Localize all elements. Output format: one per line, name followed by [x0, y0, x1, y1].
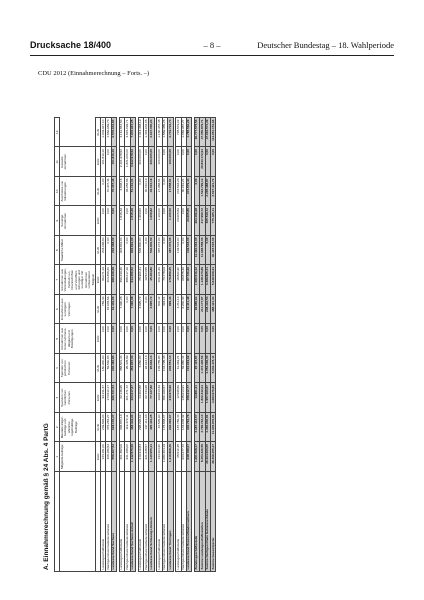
column-number: 10	[55, 177, 60, 207]
row-value: 0,00	[162, 324, 167, 354]
row-value: 0,00	[176, 324, 181, 354]
row-value: 0,00	[138, 177, 143, 207]
row-value: 106.121,26	[157, 265, 162, 295]
row-value: 1.589.385,26	[162, 118, 167, 148]
row-value: 119.472,11	[125, 413, 130, 443]
row-value: 240.460,83	[111, 354, 116, 384]
row-value: 0,00	[111, 206, 116, 236]
row-value: 0,00	[106, 236, 111, 266]
row-value: 197.111,63	[144, 413, 149, 443]
row-value: 1.566.689,73	[106, 118, 111, 148]
row-value: 244.518,23	[176, 177, 181, 207]
row-value: 211.177,87	[200, 295, 205, 325]
row-value: 1.609,82	[149, 206, 154, 236]
row-value: 1.130.337,48	[157, 118, 162, 148]
page-number: – 8 –	[203, 40, 221, 50]
row-value: 0,00	[125, 324, 130, 354]
row-label: Summe Nachgeordnete Gebietsverbände	[205, 472, 210, 572]
row-value: 3.895,72	[149, 295, 154, 325]
row-value: 0,00	[144, 206, 149, 236]
row-value: 73.778,09	[162, 265, 167, 295]
row-value: 0,00	[181, 324, 186, 354]
row-value: 25.960,31	[138, 265, 143, 295]
row-value: 14.394.003,00	[194, 236, 199, 266]
row-value: 30.061,21	[181, 177, 186, 207]
row-value: 0,00	[194, 324, 199, 354]
row-value: 95.662,13	[149, 354, 154, 384]
row-value: 4.360.900,81	[205, 413, 210, 443]
row-value: 17.958,81	[168, 177, 173, 207]
row-value: 775.405,11	[211, 206, 216, 236]
row-value: 0,00	[106, 147, 111, 177]
row-label: Nachgeordnete Gebietsverbände	[106, 472, 111, 572]
row-value: 294.196,28	[194, 206, 199, 236]
row-value: 7.390,08	[119, 295, 124, 325]
column-title: Spenden von juristischen Personen	[60, 354, 96, 384]
row-value: 488.421,04	[211, 295, 216, 325]
row-value: 11.668.558,00	[200, 236, 205, 266]
column-title: Spenden von natürlichen Personen	[60, 383, 96, 413]
row-value: 648.788,07	[186, 442, 191, 472]
document-number: Drucksache 18/400	[30, 40, 112, 50]
row-value: 4.161.867,54	[119, 118, 124, 148]
column-number: 5	[55, 324, 60, 354]
row-value: 0,00	[162, 236, 167, 266]
column-title: Einnahmen aus Unter-nehmens-tätigkeit und Beteiligungen	[60, 324, 96, 354]
column-title: Einnahmen aus Veranstaltungen, Vertrieb von Druckschriften und Veröffent-lichungen und sonstiger mit Einnahmen verbundener Tätigkeit	[60, 265, 96, 295]
row-value: 67.545,60	[157, 413, 162, 443]
column-unit: EUR	[95, 383, 100, 413]
rotated-content	[42, 92, 394, 578]
row-value: 728.579,02	[176, 118, 181, 148]
row-value: 203.068,00	[101, 236, 106, 266]
row-value: 2.719.722,74	[168, 118, 173, 148]
row-value: 495.404,25	[149, 413, 154, 443]
row-value: 1.082.404,19	[162, 442, 167, 472]
row-value: 0,00	[125, 295, 130, 325]
row-label: Landesverband Bremen/Niedersachsen	[186, 472, 191, 572]
row-value: 86.071,19	[101, 265, 106, 295]
row-value: 4.693.976,80	[211, 383, 216, 413]
column-number: 4	[55, 354, 60, 384]
row-value: 101.816,10	[101, 147, 106, 177]
row-value: 644.456,52	[130, 265, 135, 295]
row-value: 203.068,00	[111, 236, 116, 266]
row-value: 378.283,27	[106, 413, 111, 443]
row-value: 0,00	[138, 324, 143, 354]
row-value: 249.551,13	[168, 354, 173, 384]
column-title: Sonstige Einnahmen	[60, 206, 96, 236]
row-value: 0,00	[144, 295, 149, 325]
row-value: 0,00	[211, 324, 216, 354]
row-value: 423.617,67	[130, 383, 135, 413]
row-value: 0,00	[101, 177, 106, 207]
row-value: 0,00	[186, 324, 191, 354]
row-value: 0,00	[162, 147, 167, 177]
row-value: 23.605,89	[176, 206, 181, 236]
row-value: 149.518,00	[186, 236, 191, 266]
row-value: 559.367,53	[111, 442, 116, 472]
table-total-row	[211, 118, 216, 572]
row-value: 51.131,01	[130, 177, 135, 207]
row-value: 68.875,36	[181, 265, 186, 295]
row-label: Nachgeordnete Gebietsverbände	[162, 472, 167, 572]
row-value: 0,00	[162, 177, 167, 207]
row-value: 70.307,46	[106, 177, 111, 207]
row-value: 3.050,00	[138, 354, 143, 384]
row-value: 145.613,91	[181, 383, 186, 413]
row-value: 921.638,57	[144, 442, 149, 472]
row-label: Landesgeschäftsstelle	[119, 472, 124, 572]
row-value: 6.200,34	[181, 295, 186, 325]
row-value: 13.881,31	[194, 383, 199, 413]
row-value: 623.277,72	[181, 442, 186, 472]
row-label: Landesgeschäftsstelle	[138, 472, 143, 572]
row-label: Landesgeschäftsstelle	[101, 472, 106, 572]
row-value: 618.176,27	[111, 413, 116, 443]
row-value: 40.415.515,00	[211, 236, 216, 266]
row-value: 786,44	[101, 295, 106, 325]
row-value: 47.604.574,39	[205, 118, 210, 148]
row-label: Landesgeschäftsstelle	[157, 472, 162, 572]
row-value: 0,00	[101, 324, 106, 354]
row-value: 201.382,06	[119, 442, 124, 472]
row-value: 17.958,81	[157, 177, 162, 207]
row-value: 489.429,39	[111, 265, 116, 295]
row-value: 219.316,84	[138, 442, 143, 472]
row-value: 18.860,90	[176, 265, 181, 295]
row-value: 4.211,14	[176, 295, 181, 325]
row-value: 546.840,00	[138, 236, 143, 266]
column-title: Zuschüsse von Gliederungen	[60, 177, 96, 207]
row-value: 0,00	[205, 236, 210, 266]
row-value: 158.212,77	[186, 383, 191, 413]
row-value: 200.000,00	[149, 147, 154, 177]
page-header	[30, 40, 394, 54]
row-label: Nachgeordnete Gebietsverbände	[144, 472, 149, 572]
row-value: 1.009.927,10	[101, 118, 106, 148]
row-label: Nachgeordnete Gebietsverbände	[181, 472, 186, 572]
row-value: 134.181,00	[101, 442, 106, 472]
row-value: 0,00	[186, 147, 191, 177]
row-value: 319.979,96	[168, 383, 173, 413]
row-value: 11.345.976,81	[211, 413, 216, 443]
row-value: 0,00	[106, 324, 111, 354]
row-value: 8.453.226,59	[200, 442, 205, 472]
row-value: 0,00	[200, 324, 205, 354]
row-value: 1.100,00	[168, 206, 173, 236]
row-value: 0,00	[149, 324, 154, 354]
row-value: 134.464,20	[157, 442, 162, 472]
row-value: 20.777.575,56	[194, 118, 199, 148]
column-unit: EUR	[95, 236, 100, 266]
row-value: 173.510,17	[106, 383, 111, 413]
row-value: 93.211,37	[101, 383, 106, 413]
publication-title: Deutscher Bundestag – 18. Wahlperiode	[257, 40, 394, 50]
row-value: 903.816,00	[119, 236, 124, 266]
column-number: 3	[55, 383, 60, 413]
row-value: 87.736,26	[186, 265, 191, 295]
row-value: 0,00	[205, 147, 210, 177]
row-label: Landesverband Thüringen	[168, 472, 173, 572]
row-value: 100.000,00	[168, 147, 173, 177]
row-value: 2.576.616,83	[111, 118, 116, 148]
row-value: 0,00	[144, 324, 149, 354]
row-value: 248.416,53	[205, 295, 210, 325]
row-value: 0,00	[181, 147, 186, 177]
column-title	[60, 472, 96, 572]
row-value: 178.848,07	[162, 413, 167, 443]
row-value: 45.484,86	[149, 265, 154, 295]
column-number: 8	[55, 236, 60, 266]
row-value: 1.515,39	[119, 206, 124, 236]
row-value: 468.342,24	[130, 413, 135, 443]
row-value: 348.870,13	[119, 413, 124, 443]
row-value: 47.050.879,71	[200, 118, 205, 148]
row-value: 7.390,08	[130, 295, 135, 325]
row-value: 10.411,48	[186, 295, 191, 325]
page-subtitle: CDU 2012 (Einnahmerechnung – Forts. –)	[38, 70, 150, 77]
row-value: 19.524,55	[144, 265, 149, 295]
row-value: 1.056.987,27	[181, 118, 186, 148]
row-value: 4.052.006,00	[205, 354, 210, 384]
row-value: 169.813,39	[157, 383, 162, 413]
row-value: 70.307,46	[111, 177, 116, 207]
row-value: 453.907,33	[130, 354, 135, 384]
row-label: Landesgeschäftsstelle	[176, 472, 181, 572]
row-value: 1.140.955,41	[149, 442, 154, 472]
row-value: 149.518,00	[176, 236, 181, 266]
row-value: 298.292,62	[138, 413, 143, 443]
row-value: 0,00	[144, 236, 149, 266]
row-value: 1.822.342,64	[200, 383, 205, 413]
row-value: 1.691.568,47	[194, 442, 199, 472]
row-value: 3.922.978,52	[130, 147, 135, 177]
row-value: 40.010,19	[149, 177, 154, 207]
row-value: 3.895,72	[138, 295, 143, 325]
row-value: 62.734,98	[144, 383, 149, 413]
row-value: 1.785.566,29	[186, 118, 191, 148]
row-value: 23.605,89	[186, 206, 191, 236]
row-value: 3.799.763,13	[200, 413, 205, 443]
row-value: 14.402,88	[138, 383, 143, 413]
column-unit: EUR	[95, 442, 100, 472]
row-value: 3.527.421,72	[211, 177, 216, 207]
row-value: 239.893,00	[101, 413, 106, 443]
rotated-table-area	[42, 92, 394, 578]
row-value: 330.794,76	[186, 413, 191, 443]
row-value: 3.815.099,71	[125, 118, 130, 148]
column-unit: EUR	[95, 324, 100, 354]
row-value: 393,01	[162, 295, 167, 325]
row-value: 256.239,36	[119, 265, 124, 295]
row-value: 2.205.488,87	[205, 177, 210, 207]
row-value: 0,00	[111, 324, 116, 354]
document-number-value: 400	[96, 40, 112, 50]
row-value: 1.609,82	[138, 206, 143, 236]
row-label: Landesverband Schleswig-Holstein	[149, 472, 154, 572]
row-value: 187.786,44	[176, 413, 181, 443]
row-value: 1.138.470,89	[200, 265, 205, 295]
row-value: 506,42	[157, 295, 162, 325]
row-value: 29.264.060,65	[205, 442, 210, 472]
row-value: 145.755,80	[157, 354, 162, 384]
row-value: 1.821.000,00	[125, 147, 130, 177]
row-value: 401.471,72	[125, 383, 130, 413]
row-value: 15.645,56	[106, 295, 111, 325]
row-value: 274.579,44	[186, 177, 191, 207]
row-value: 0,00	[181, 206, 186, 236]
column-title: Gesamt-einnahmen	[60, 147, 96, 177]
column-number: 6	[55, 295, 60, 325]
row-value: 114.651.151,66	[211, 118, 216, 148]
row-value: 12.598,86	[176, 383, 181, 413]
row-label: Landesverband Sachsen	[111, 472, 116, 572]
row-label: Bundesgeschäftsstelle	[194, 472, 199, 572]
row-value: 1.142.570,06	[130, 442, 135, 472]
row-value: 3.389.865,41	[205, 265, 210, 295]
row-value: 1.473.400,56	[200, 354, 205, 384]
row-value: 3.187.413,57	[194, 413, 199, 443]
row-value: 92.612,13	[144, 354, 149, 384]
row-value: 5.604.476,11	[211, 354, 216, 384]
row-value: 317.999,72	[200, 206, 205, 236]
row-label: Landesverband Sachsen-Anhalt	[130, 472, 135, 572]
row-value: 266.721,54	[111, 383, 116, 413]
row-value: 0,00	[211, 147, 216, 177]
row-value: 387.072,00	[168, 236, 173, 266]
row-value: 0,00	[205, 324, 210, 354]
row-value: 2.848,15	[119, 177, 124, 207]
column-unit: EUR	[95, 295, 100, 325]
row-value: 150.900,00	[101, 354, 106, 384]
column-unit: EUR	[95, 147, 100, 177]
row-value: 1.313.368,19	[138, 118, 143, 148]
row-value: 1.333.632,05	[144, 118, 149, 148]
row-value: 77.137,86	[149, 383, 154, 413]
row-value: 20.843.172,94	[200, 147, 205, 177]
column-unit: EUR	[95, 206, 100, 236]
column-number: 1	[55, 442, 60, 472]
row-value: 246.393,67	[168, 413, 173, 443]
row-value: 0,00	[119, 324, 124, 354]
row-value: 388.217,16	[125, 265, 130, 295]
row-value: 61.969,21	[176, 354, 181, 384]
row-value: 425.186,53	[106, 442, 111, 472]
row-value: 5.649.009,34	[211, 265, 216, 295]
header-rule	[30, 55, 394, 56]
row-value: 1.957.060,87	[205, 383, 210, 413]
row-value: 100.000,00	[157, 147, 162, 177]
column-unit: EUR	[95, 354, 100, 384]
header-row-titles	[60, 118, 96, 572]
row-value: 546.840,00	[149, 236, 154, 266]
row-value: 89.560,83	[106, 354, 111, 384]
column-title: Mitglieds-beiträge	[60, 442, 96, 472]
row-value: 200.000,00	[138, 147, 143, 177]
column-number: 2	[55, 413, 60, 443]
section-title: A. Einnahmerechnung gemäß § 24 Abs. 4 PartG	[43, 423, 50, 570]
row-value: 0,00	[176, 147, 181, 177]
income-table	[54, 117, 216, 572]
row-value: 941.188,00	[125, 442, 130, 472]
row-value: 2.101.978,52	[119, 147, 124, 177]
column-unit: EUR	[95, 177, 100, 207]
row-value: 39.309.455,47	[211, 442, 216, 472]
row-value: 48.282,86	[125, 177, 130, 207]
row-value: 0,00	[125, 236, 130, 266]
row-value: 0,00	[130, 324, 135, 354]
row-value: 101.816,10	[111, 147, 116, 177]
column-title: Einnahmen aus sonstigem Vermögen	[60, 295, 96, 325]
row-value: 0,00	[106, 206, 111, 236]
column-title: Mandats-träger-beiträge und ähnliche regelmäßige Beiträge	[60, 413, 96, 443]
row-value: 150.166,57	[162, 383, 167, 413]
row-value: 101.919,62	[186, 354, 191, 384]
row-value: 143.008,32	[181, 413, 186, 443]
row-value: 7.976.967,25	[130, 118, 135, 148]
row-value: 0,00	[181, 236, 186, 266]
table-body	[101, 118, 216, 572]
row-value: 87.115,87	[194, 354, 199, 384]
column-title: Staatliche Mittel	[60, 236, 96, 266]
row-value: 25.510,35	[176, 442, 181, 472]
column-unit: EUR	[95, 413, 100, 443]
column-number: 7	[55, 265, 60, 295]
column-number: 9	[55, 206, 60, 236]
column-unit: EUR	[95, 265, 100, 295]
row-value: 0,00	[162, 206, 167, 236]
row-value: 1.080.516,42	[194, 265, 199, 295]
row-value: 899,43	[168, 295, 173, 325]
row-value: 103.795,33	[162, 354, 167, 384]
column-number: 11	[55, 147, 60, 177]
row-value: 903.816,00	[130, 236, 135, 266]
row-value: 358.501,44	[119, 354, 124, 384]
row-value: 28.880,64	[194, 295, 199, 325]
row-value: 22.145,95	[119, 383, 124, 413]
row-value: 305.518,11	[205, 206, 210, 236]
row-value: 0,00	[144, 147, 149, 177]
row-value: 39.950,41	[181, 354, 186, 384]
column-unit: EUR	[95, 118, 100, 148]
row-value: 1.515,39	[130, 206, 135, 236]
row-value: 0,00	[125, 206, 130, 236]
column-number: 12	[55, 118, 60, 148]
row-value: 0,00	[101, 206, 106, 236]
row-value: 403.358,20	[106, 265, 111, 295]
row-value: 40.010,19	[144, 177, 149, 207]
row-label: Summe Gesamtpartei	[211, 472, 216, 572]
table-head	[55, 118, 101, 572]
row-value: 0,00	[157, 324, 162, 354]
row-value: 2.647.000,24	[149, 118, 154, 148]
row-value: 1.100,00	[157, 206, 162, 236]
row-value: 387.072,00	[157, 236, 162, 266]
row-value: 179.899,35	[168, 265, 173, 295]
row-value: 1.216.868,39	[168, 442, 173, 472]
row-value: 1.522.799,12	[200, 177, 205, 207]
row-value: 16.432,00	[111, 295, 116, 325]
row-label: Nachgeordnete Gebietsverbände	[125, 472, 130, 572]
row-label: Summe Landesgeschäftsstellen	[200, 472, 205, 572]
row-value: 0,00	[194, 177, 199, 207]
row-value: 0,00	[168, 324, 173, 354]
row-value: 0,00	[194, 147, 199, 177]
row-value: 95.405,89	[125, 354, 130, 384]
